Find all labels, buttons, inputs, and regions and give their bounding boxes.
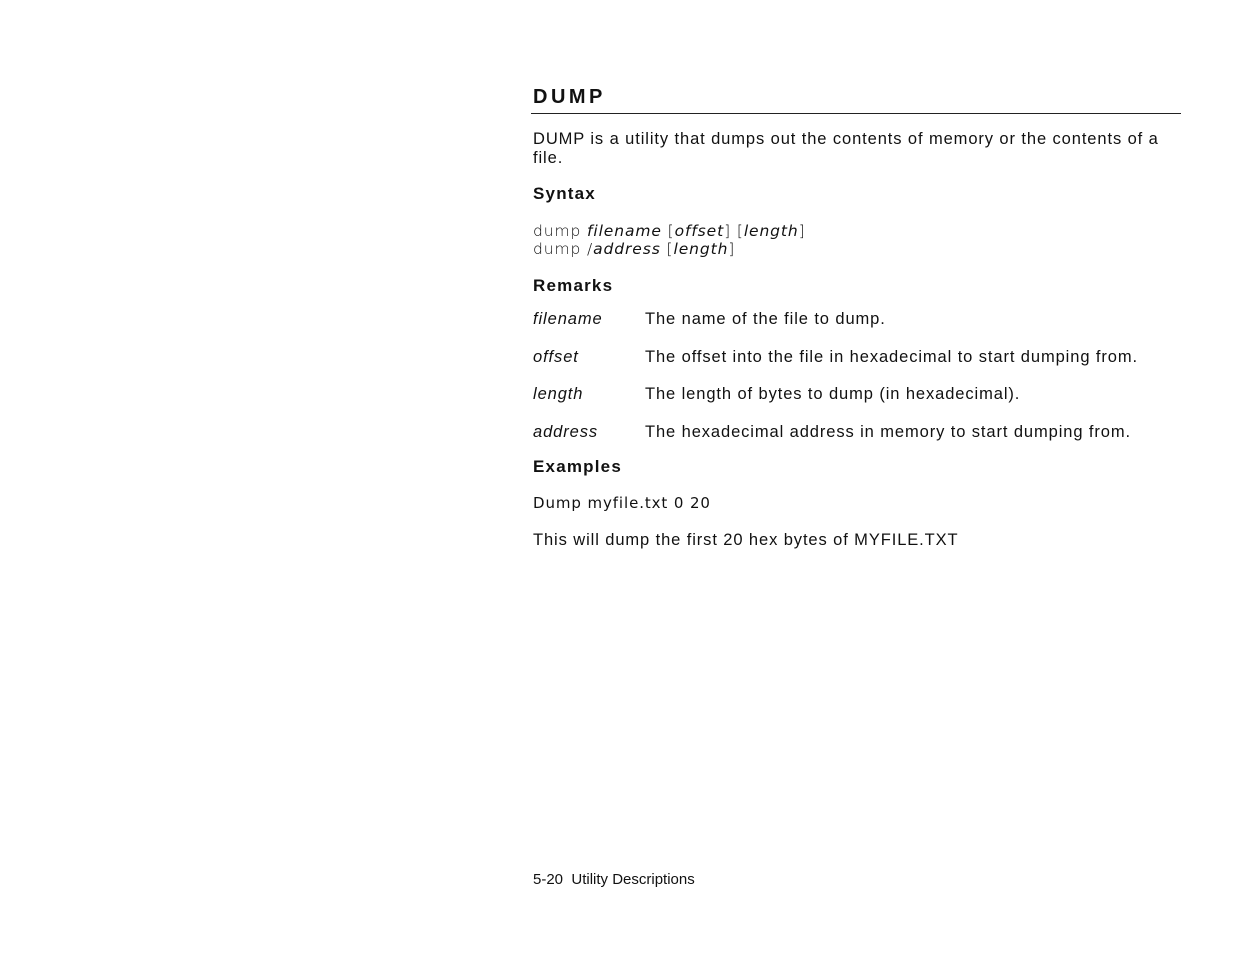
section-name: Utility Descriptions bbox=[571, 871, 695, 888]
bracket-close: ] bbox=[724, 222, 732, 240]
example-explanation: This will dump the first 20 hex bytes of MYFILE.TXT bbox=[533, 531, 959, 549]
syntax-command: dump bbox=[533, 240, 582, 258]
remark-row bbox=[533, 309, 1181, 347]
page-footer bbox=[533, 871, 695, 889]
remark-row bbox=[533, 422, 1181, 460]
remarks-heading: Remarks bbox=[533, 276, 614, 295]
syntax-arg-offset: offset bbox=[674, 222, 725, 240]
remark-row bbox=[533, 347, 1181, 385]
syntax-arg-length: length bbox=[743, 222, 799, 240]
remark-term: filename bbox=[533, 310, 603, 328]
bracket-open: [ bbox=[666, 240, 674, 258]
remark-description: The hexadecimal address in memory to start dumping from. bbox=[645, 422, 1131, 441]
syntax-arg-filename: filename bbox=[587, 222, 662, 240]
remark-term: address bbox=[533, 422, 599, 441]
remark-term: offset bbox=[533, 347, 579, 366]
bracket-close: ] bbox=[798, 222, 806, 240]
bracket-open: [ bbox=[667, 222, 675, 240]
syntax-heading: Syntax bbox=[533, 184, 596, 203]
example-command: Dump myfile.txt 0 20 bbox=[533, 494, 711, 512]
remark-row bbox=[533, 384, 1181, 422]
examples-heading: Examples bbox=[533, 457, 622, 476]
page-title: DUMP bbox=[533, 86, 606, 108]
remarks-list bbox=[533, 309, 1181, 459]
syntax-block bbox=[533, 222, 1181, 258]
intro-paragraph: DUMP is a utility that dumps out the contents of memory or the contents of a file. bbox=[533, 130, 1159, 167]
syntax-command: dump bbox=[533, 222, 582, 240]
remark-description: The name of the file to dump. bbox=[645, 310, 886, 328]
title-rule bbox=[531, 113, 1181, 114]
syntax-arg-length: length bbox=[673, 240, 729, 258]
document-body bbox=[533, 84, 1181, 550]
remark-description: The offset into the file in hexadecimal to start dumping from. bbox=[645, 347, 1138, 366]
syntax-line-2 bbox=[533, 240, 1181, 258]
syntax-arg-address: address bbox=[593, 240, 661, 258]
page-number: 5-20 bbox=[533, 871, 564, 888]
bracket-close: ] bbox=[728, 240, 736, 258]
bracket-open: [ bbox=[736, 222, 744, 240]
remark-term: length bbox=[533, 385, 584, 403]
remark-description: The length of bytes to dump (in hexadecimal). bbox=[645, 385, 1021, 403]
syntax-slash: / bbox=[587, 240, 594, 258]
syntax-line-1 bbox=[533, 222, 1181, 240]
